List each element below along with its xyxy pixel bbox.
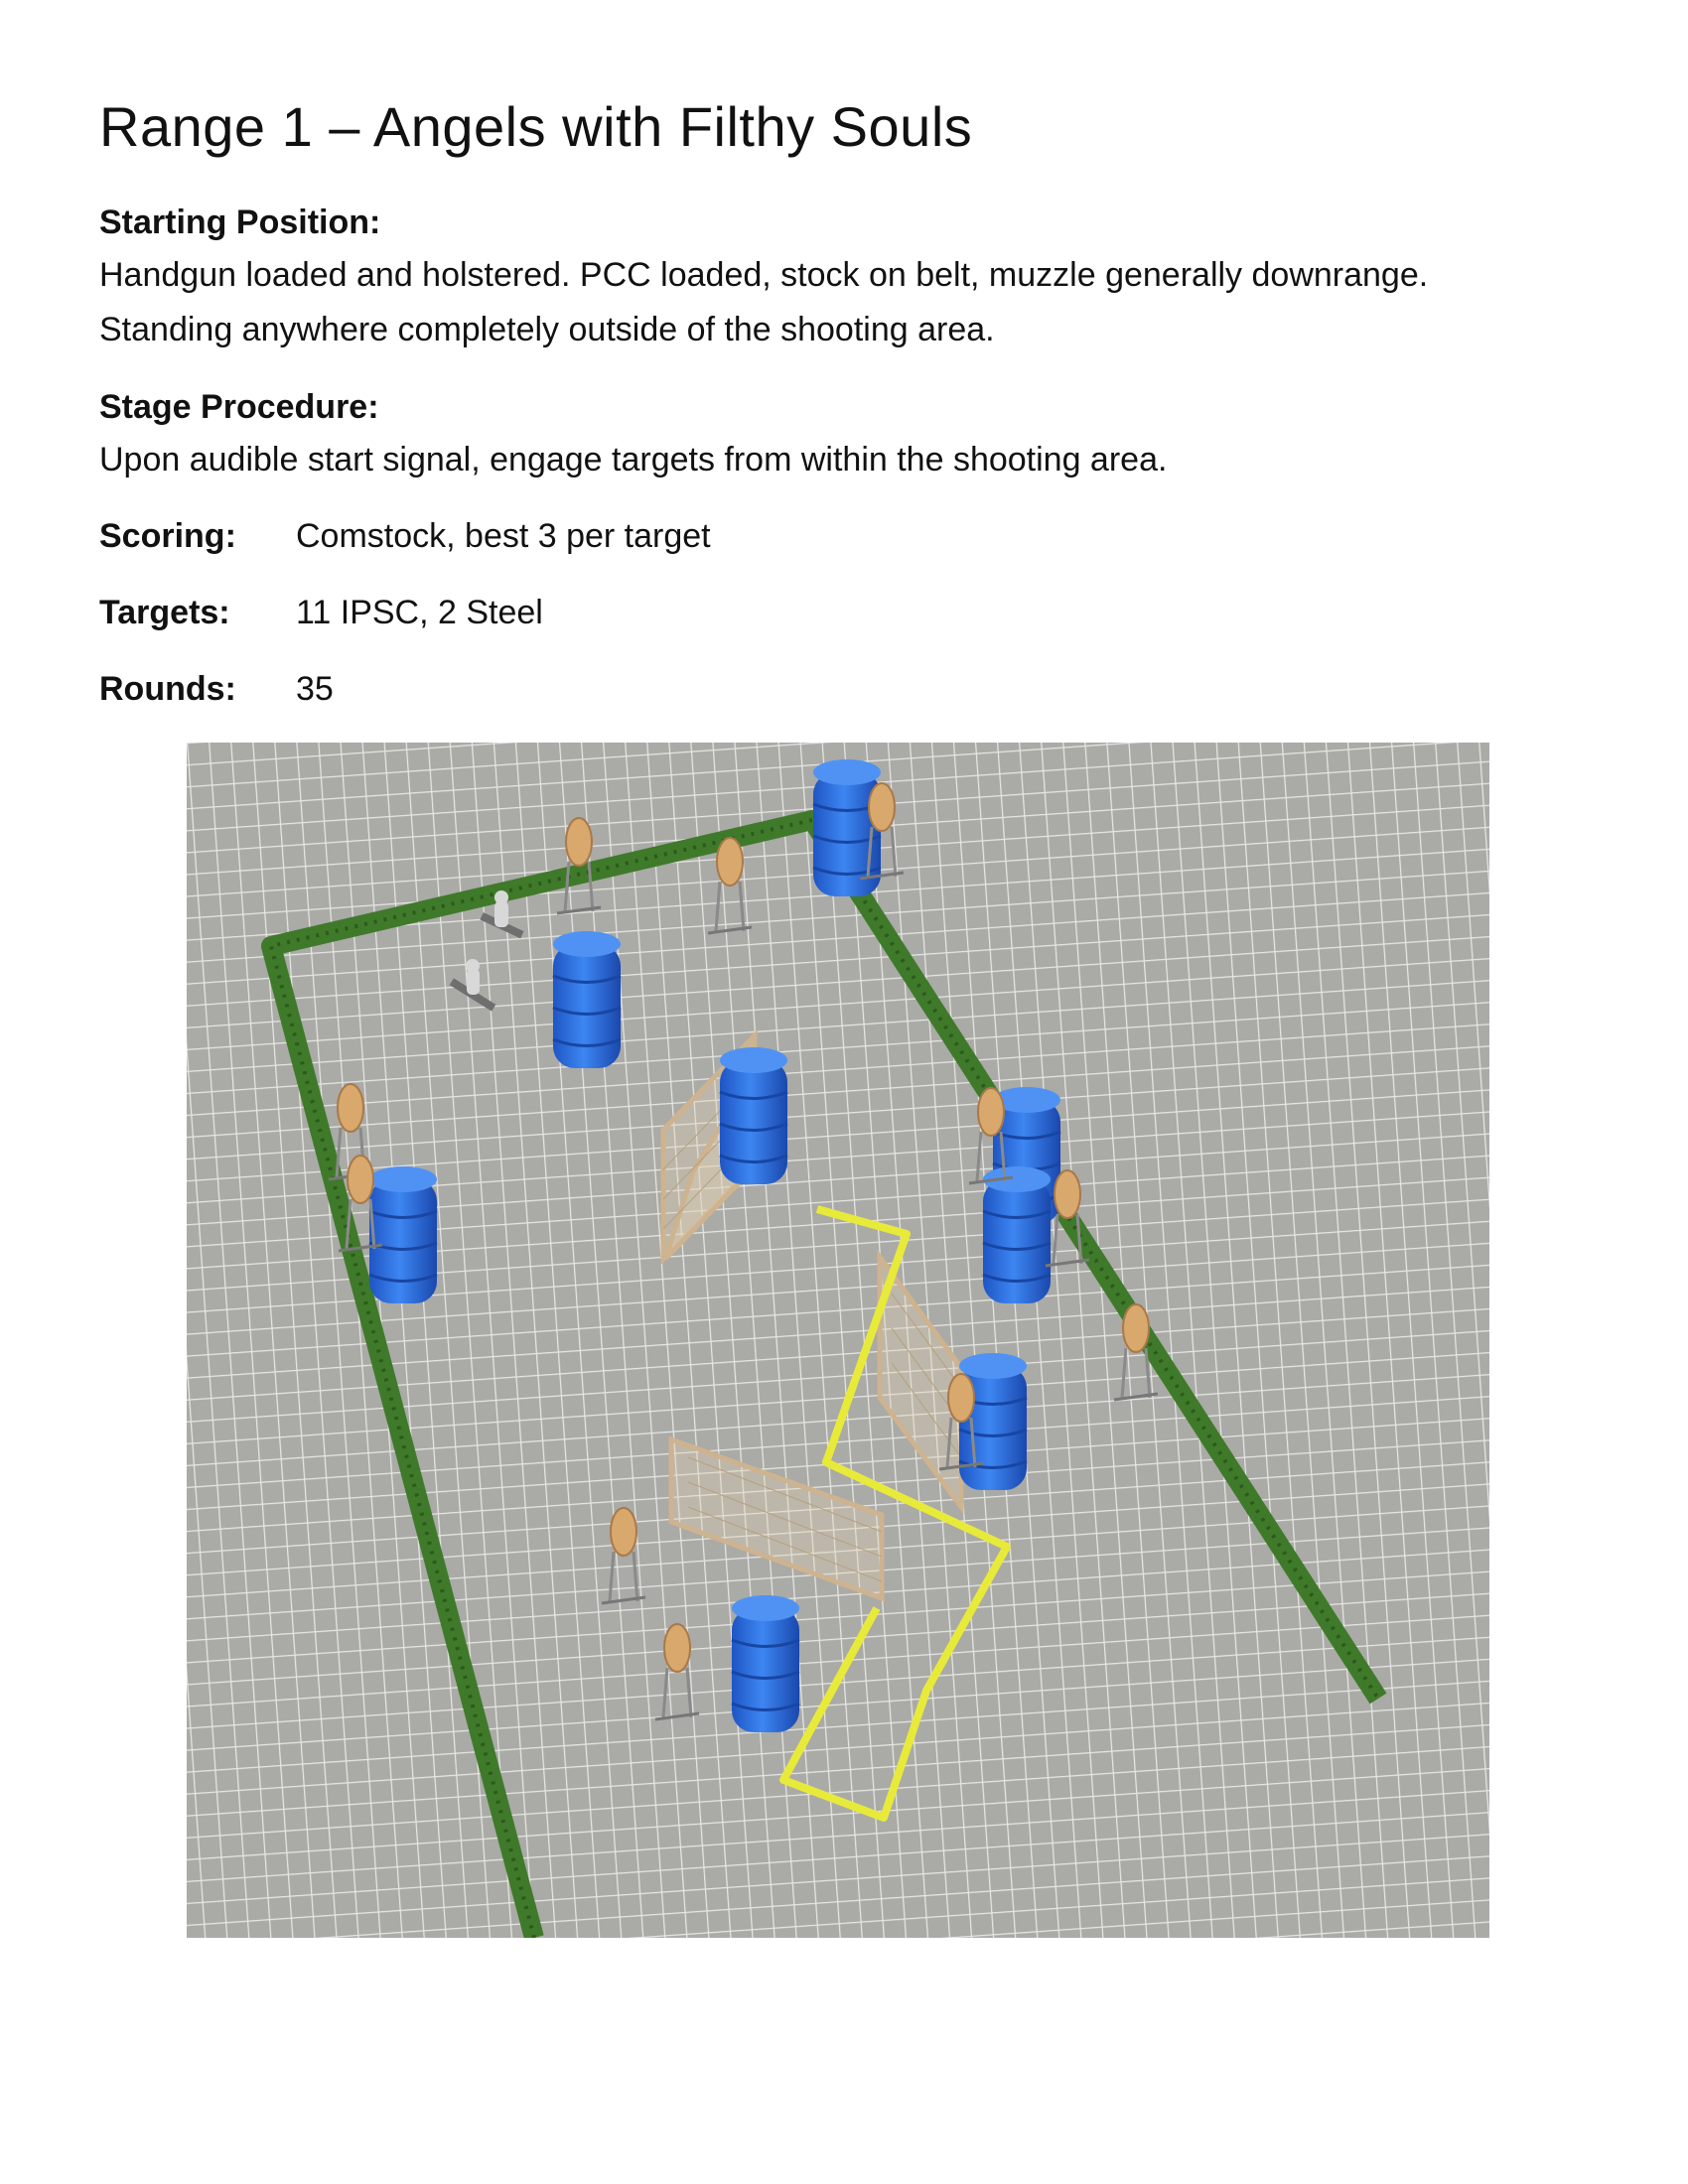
scoring-row [99, 517, 711, 556]
rounds-label: Rounds: [99, 670, 236, 708]
rounds-value: 35 [296, 670, 334, 708]
barrel-stack [959, 1353, 1027, 1490]
page-title: Range 1 – Angels with Filthy Souls [99, 95, 973, 158]
starting-position-heading: Starting Position: [99, 204, 381, 241]
barrel-stack [369, 1166, 437, 1303]
stage-diagram [187, 743, 1489, 1938]
barrel-stack [553, 931, 621, 1068]
targets-label: Targets: [99, 594, 230, 631]
stage-procedure-heading: Stage Procedure: [99, 388, 379, 426]
barrel-stack [720, 1047, 787, 1184]
scoring-value: Comstock, best 3 per target [296, 517, 711, 555]
stage-procedure-line: Upon audible start signal, engage targets from within the shooting area. [99, 441, 1168, 478]
starting-position-line: Standing anywhere completely outside of the shooting area. [99, 311, 995, 348]
scoring-label: Scoring: [99, 517, 236, 555]
stage-diagram-svg [187, 743, 1489, 1938]
barrel-stack [732, 1595, 799, 1732]
targets-row [99, 594, 543, 632]
targets-value: 11 IPSC, 2 Steel [296, 594, 543, 631]
rounds-row [99, 670, 334, 709]
starting-position-line: Handgun loaded and holstered. PCC loaded, stock on belt, muzzle generally downrange. [99, 256, 1429, 294]
barrel-stack [983, 1166, 1051, 1303]
